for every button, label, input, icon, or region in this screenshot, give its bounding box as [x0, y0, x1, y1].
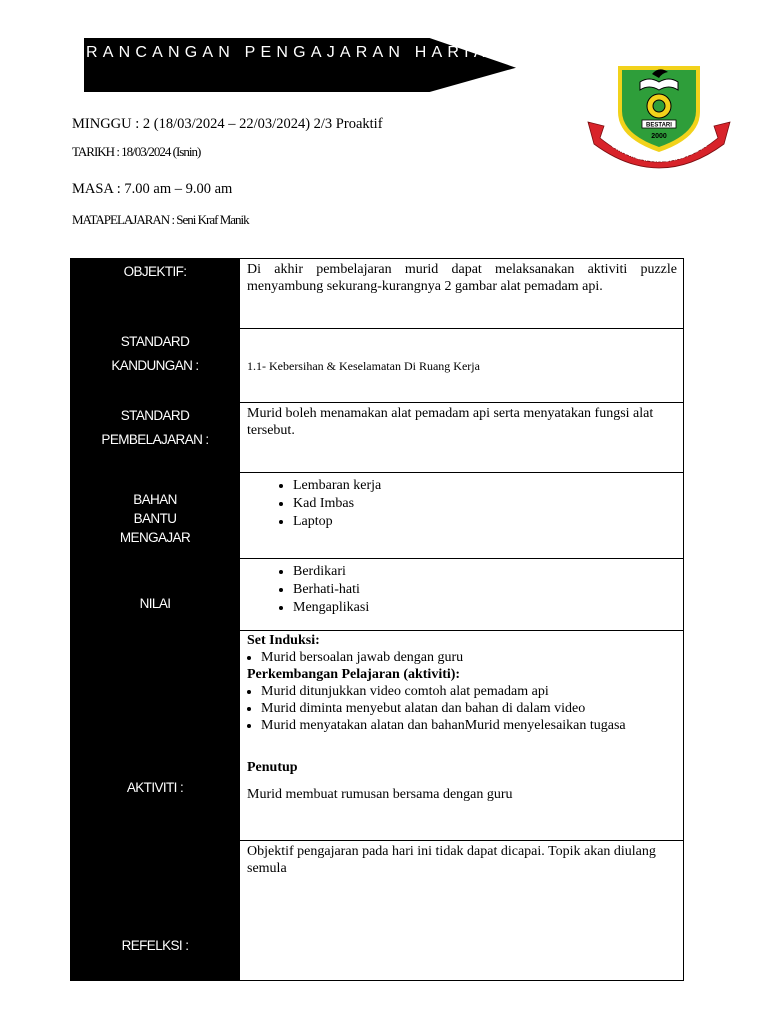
set-induksi-list	[247, 649, 677, 666]
label-line: STANDARD	[120, 408, 190, 423]
motto-text: BESTARI	[646, 122, 672, 129]
nilai-list	[247, 563, 677, 617]
label-line: BAHAN	[133, 492, 177, 507]
objektif-text: Di akhir pembelajaran murid dapat melaksanakan aktiviti puzzle menyambung sekurang-kurangnya 2 gambar alat pemadam api.	[240, 259, 684, 329]
nilai-list-cell	[240, 559, 684, 631]
refleksi-text: Objektif pengajaran pada hari ini tidak dapat dicapai. Topik akan diulang semula	[240, 841, 684, 981]
list-item: • Kad Imbas	[293, 495, 677, 513]
list-item: • Murid diminta menyebut alatan dan bahan di dalam video	[261, 700, 677, 717]
lesson-plan-table	[70, 258, 684, 981]
tarikh-line: TARIKH : 18/03/2024 (Isnin)	[72, 144, 201, 159]
list-item: • Berdikari	[293, 563, 677, 581]
label-line: MENGAJAR	[119, 530, 191, 545]
list-item: • Murid menyatakan alatan dan bahanMurid menyelesaikan tugasa	[261, 717, 677, 734]
masa-line: MASA : 7.00 am – 9.00 am	[72, 181, 233, 197]
matapelajaran-line: MATAPELAJARAN : Seni Kraf Manik	[72, 212, 249, 227]
objektif-label: OBJEKTIF:	[71, 259, 240, 329]
set-induksi-heading: Set Induksi:	[247, 633, 320, 648]
list-item: • Mengaplikasi	[293, 599, 677, 617]
standard-kandungan-label	[71, 329, 240, 403]
bahan-list-cell	[240, 473, 684, 559]
page-title: RANCANGAN PENGAJARAN HARIAN	[86, 44, 507, 61]
penutup-text: Murid membuat rumusan bersama dengan guru	[247, 787, 513, 802]
bahan-label	[71, 473, 240, 559]
ribbon-text: SMK MERPATI SANDAKAN	[609, 140, 709, 165]
row-refleksi	[71, 841, 684, 981]
aktiviti-label: AKTIVITI :	[71, 631, 240, 841]
row-standard-kandungan	[71, 329, 684, 403]
row-standard-pembelajaran	[71, 403, 684, 473]
school-logo	[584, 60, 734, 176]
standard-pembelajaran-text: Murid boleh menamakan alat pemadam api serta menyatakan fungsi alat tersebut.	[240, 403, 684, 473]
label-line: PEMBELAJARAN :	[101, 432, 209, 447]
list-item: • Lembaran kerja	[293, 477, 677, 495]
row-aktiviti	[71, 631, 684, 841]
row-bahan	[71, 473, 684, 559]
standard-kandungan-text: 1.1- Kebersihan & Keselamatan Di Ruang Kerja	[240, 329, 684, 403]
label-line: STANDARD	[120, 334, 190, 349]
list-item: • Laptop	[293, 513, 677, 531]
aktiviti-cell	[240, 631, 684, 841]
list-item: • Berhati-hati	[293, 581, 677, 599]
perkembangan-heading: Perkembangan Pelajaran (aktiviti):	[247, 667, 461, 682]
row-nilai	[71, 559, 684, 631]
penutup-heading: Penutup	[247, 760, 298, 775]
perkembangan-list	[247, 683, 677, 734]
standard-pembelajaran-label	[71, 403, 240, 473]
refleksi-label: REFELKSI :	[71, 841, 240, 981]
row-objektif	[71, 259, 684, 329]
logo-year: 2000	[651, 133, 667, 140]
bahan-list	[247, 477, 677, 531]
nilai-label: NILAI	[71, 559, 240, 631]
list-item: • Murid ditunjukkan video comtoh alat pemadam api	[261, 683, 677, 700]
minggu-line: MINGGU : 2 (18/03/2024 – 22/03/2024) 2/3 Proaktif	[72, 116, 383, 132]
label-line: BANTU	[133, 511, 177, 526]
list-item: • Murid bersoalan jawab dengan guru	[261, 649, 677, 666]
label-line: KANDUNGAN :	[111, 358, 199, 373]
